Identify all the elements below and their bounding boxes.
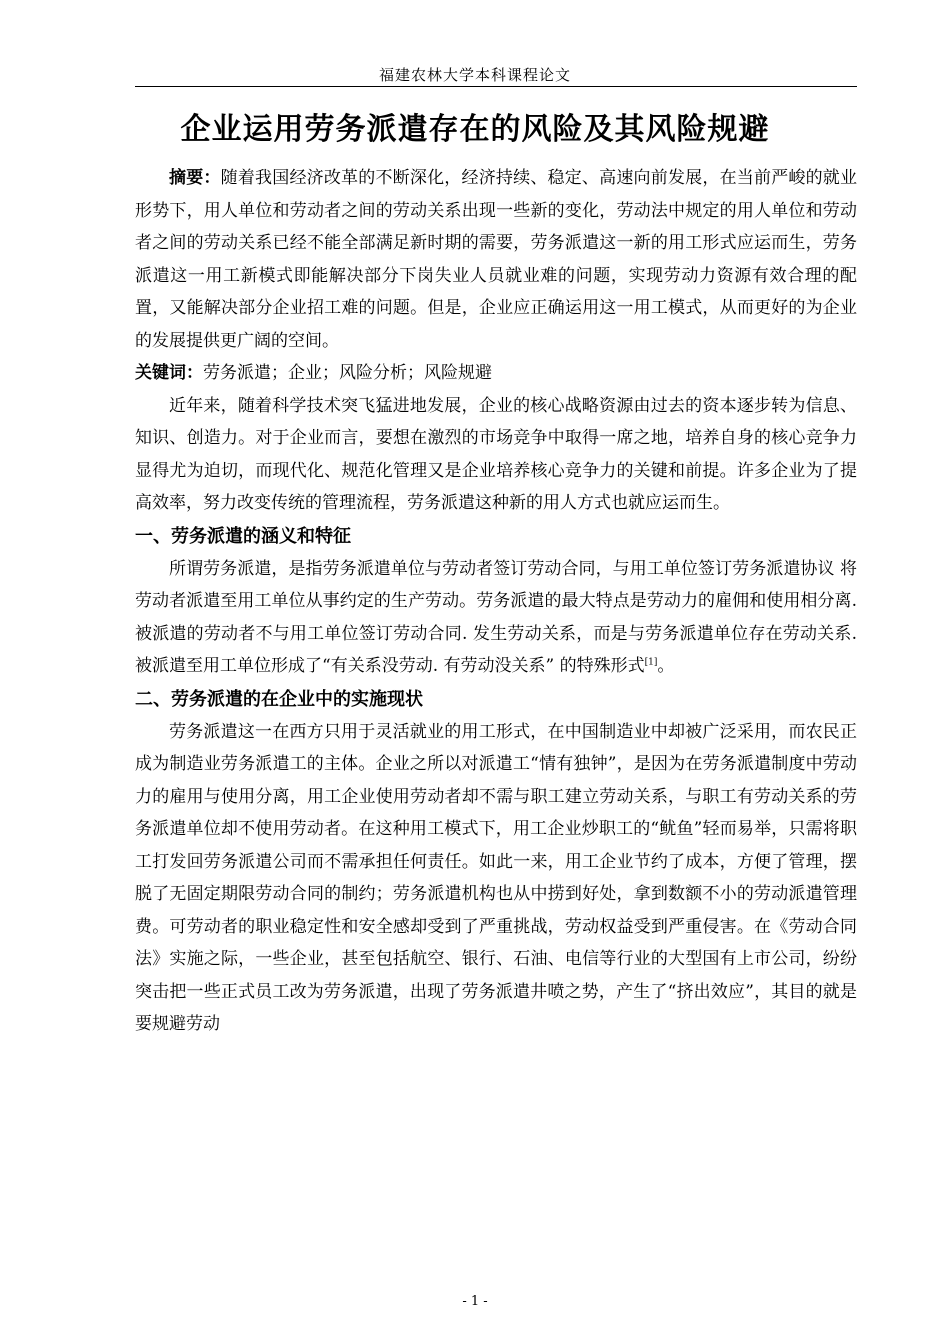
keywords-label: 关键词： <box>135 363 203 383</box>
section-1-heading: 一、劳务派遣的涵义和特征 <box>135 525 351 547</box>
section-2-paragraph: 劳务派遣这一在西方只用于灵活就业的用工形式，在中国制造业中却被广泛采用，而农民正成为制造业劳务派遣工的主体。企业之所以对派遣工“情有独钟”，是因为在劳务派遣制度中劳动力的雇用与使用分离，用工企业使用劳动者却不需与职工建立劳动关系，与职工有劳动关系的劳务派遣单位却不使用劳动者。在这种用工模式下，用工企业炒职工的“鱿鱼”轻而易举，只需将职工打发回劳务派遣公司而不需承担任何责任。如此一来，用工企业节约了成本，方便了管理，摆脱了无固定期限劳动合同的制约；劳务派遣机构也从中捞到好处，拿到数额不小的劳动派遣管理费。可劳动者的职业稳定性和安全感却受到了严重挑战，劳动权益受到严重侵害。在《劳动合同法》实施之际，一些企业，甚至包括航空、银行、石油、电信等行业的大型国有上市公司，纷纷突击把一些正式员工改为劳务派遣，出现了劳务派遣井喷之势，产生了“挤出效应”，其目的就是要规避劳动 <box>135 721 857 1034</box>
body-text <box>135 162 857 1041</box>
section-1-tail: 。 <box>657 656 675 676</box>
abstract-label: 摘要： <box>169 168 221 188</box>
intro-paragraph: 近年来，随着科学技术突飞猛进地发展，企业的核心战略资源由过去的资本逐步转为信息、知识、创造力。对于企业而言，要想在激烈的市场竞争中取得一席之地，培养自身的核心竞争力显得尤为迫切，而现代化、规范化管理又是企业培养核心竞争力的关键和前提。许多企业为了提高效率，努力改变传统的管理流程，劳务派遣这种新的用人方式也就应运而生。 <box>135 395 857 513</box>
section-2-heading: 二、劳务派遣的在企业中的实施现状 <box>135 688 423 710</box>
abstract-paragraph <box>135 162 857 357</box>
page-number: - 1 - <box>462 1294 488 1309</box>
section-1-paragraph <box>135 553 857 683</box>
keywords-paragraph <box>135 357 857 390</box>
section-1-text: 所谓劳务派遣，是指劳务派遣单位与劳动者签订劳动合同，与用工单位签订劳务派遣协议 将劳动者派遣至用工单位从事约定的生产劳动。劳务派遣的最大特点是劳动力的雇佣和使用相分离. 被派遣的劳动者不与用工单位签订劳动合同. 发生劳动关系，而是与劳务派遣单位存在劳动关系. 被派遣至用工单位形成了“有关系没劳动. 有劳动没关系” 的特殊形式 <box>135 558 857 676</box>
citation-1: [1] <box>644 657 658 668</box>
header-rule <box>135 86 857 87</box>
abstract-text: 随着我国经济改革的不断深化，经济持续、稳定、高速向前发展，在当前严峻的就业形势下，用人单位和劳动者之间的劳动关系出现一些新的变化，劳动法中规定的用人单位和劳动者之间的劳动关系已经不能全部满足新时期的需要，劳务派遣这一新的用工形式应运而生，劳务派遣这一用工新模式即能解决部分下岗失业人员就业难的问题，实现劳动力资源有效合理的配置，又能解决部分企业招工难的问题。但是，企业应正确运用这一用工模式，从而更好的为企业的发展提供更广阔的空间。 <box>135 168 858 351</box>
paper-title: 企业运用劳务派遣存在的风险及其风险规避 <box>180 112 770 147</box>
keywords-text: 劳务派遣；企业；风险分析；风险规避 <box>203 363 492 383</box>
running-header: 福建农林大学本科课程论文 <box>378 66 571 84</box>
